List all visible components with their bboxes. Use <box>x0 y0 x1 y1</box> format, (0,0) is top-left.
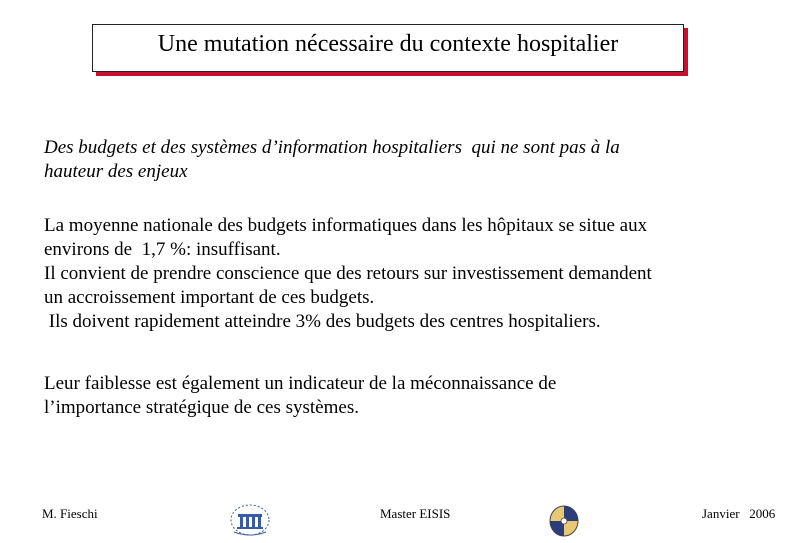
footer-date: Janvier 2006 <box>702 506 776 521</box>
body-line: Il convient de prendre conscience que des retours sur investissement demandent <box>44 263 652 284</box>
intro-line: Des budgets et des systèmes d’information hospitaliers qui ne sont pas à la <box>44 137 620 158</box>
footer-program: Master EISIS <box>380 506 451 521</box>
conclusion-line: Leur faiblesse est également un indicateur de la méconnaissance de <box>44 373 557 394</box>
conclusion-line: l’importance stratégique de ces systèmes. <box>44 397 359 418</box>
body-line: environs de 1,7 %: insuffisant. <box>44 239 281 260</box>
body-paragraph <box>44 214 746 334</box>
body-line: un accroissement important de ces budgets. <box>44 287 375 308</box>
intro-line: hauteur des enjeux <box>44 161 188 182</box>
body-line: La moyenne nationale des budgets informatiques dans les hôpitaux se situe aux <box>44 215 648 236</box>
body-line: Ils doivent rapidement atteindre 3% des budgets des centres hospitaliers. <box>44 311 601 332</box>
intro-paragraph <box>44 136 746 184</box>
slide-title-box <box>92 24 684 72</box>
footer-author: M. Fieschi <box>42 506 98 521</box>
institution-emblem-icon <box>548 504 580 538</box>
conclusion-paragraph <box>44 372 746 420</box>
university-logo-icon <box>228 502 272 538</box>
slide-title: Une mutation nécessaire du contexte hospitalier <box>157 31 619 57</box>
